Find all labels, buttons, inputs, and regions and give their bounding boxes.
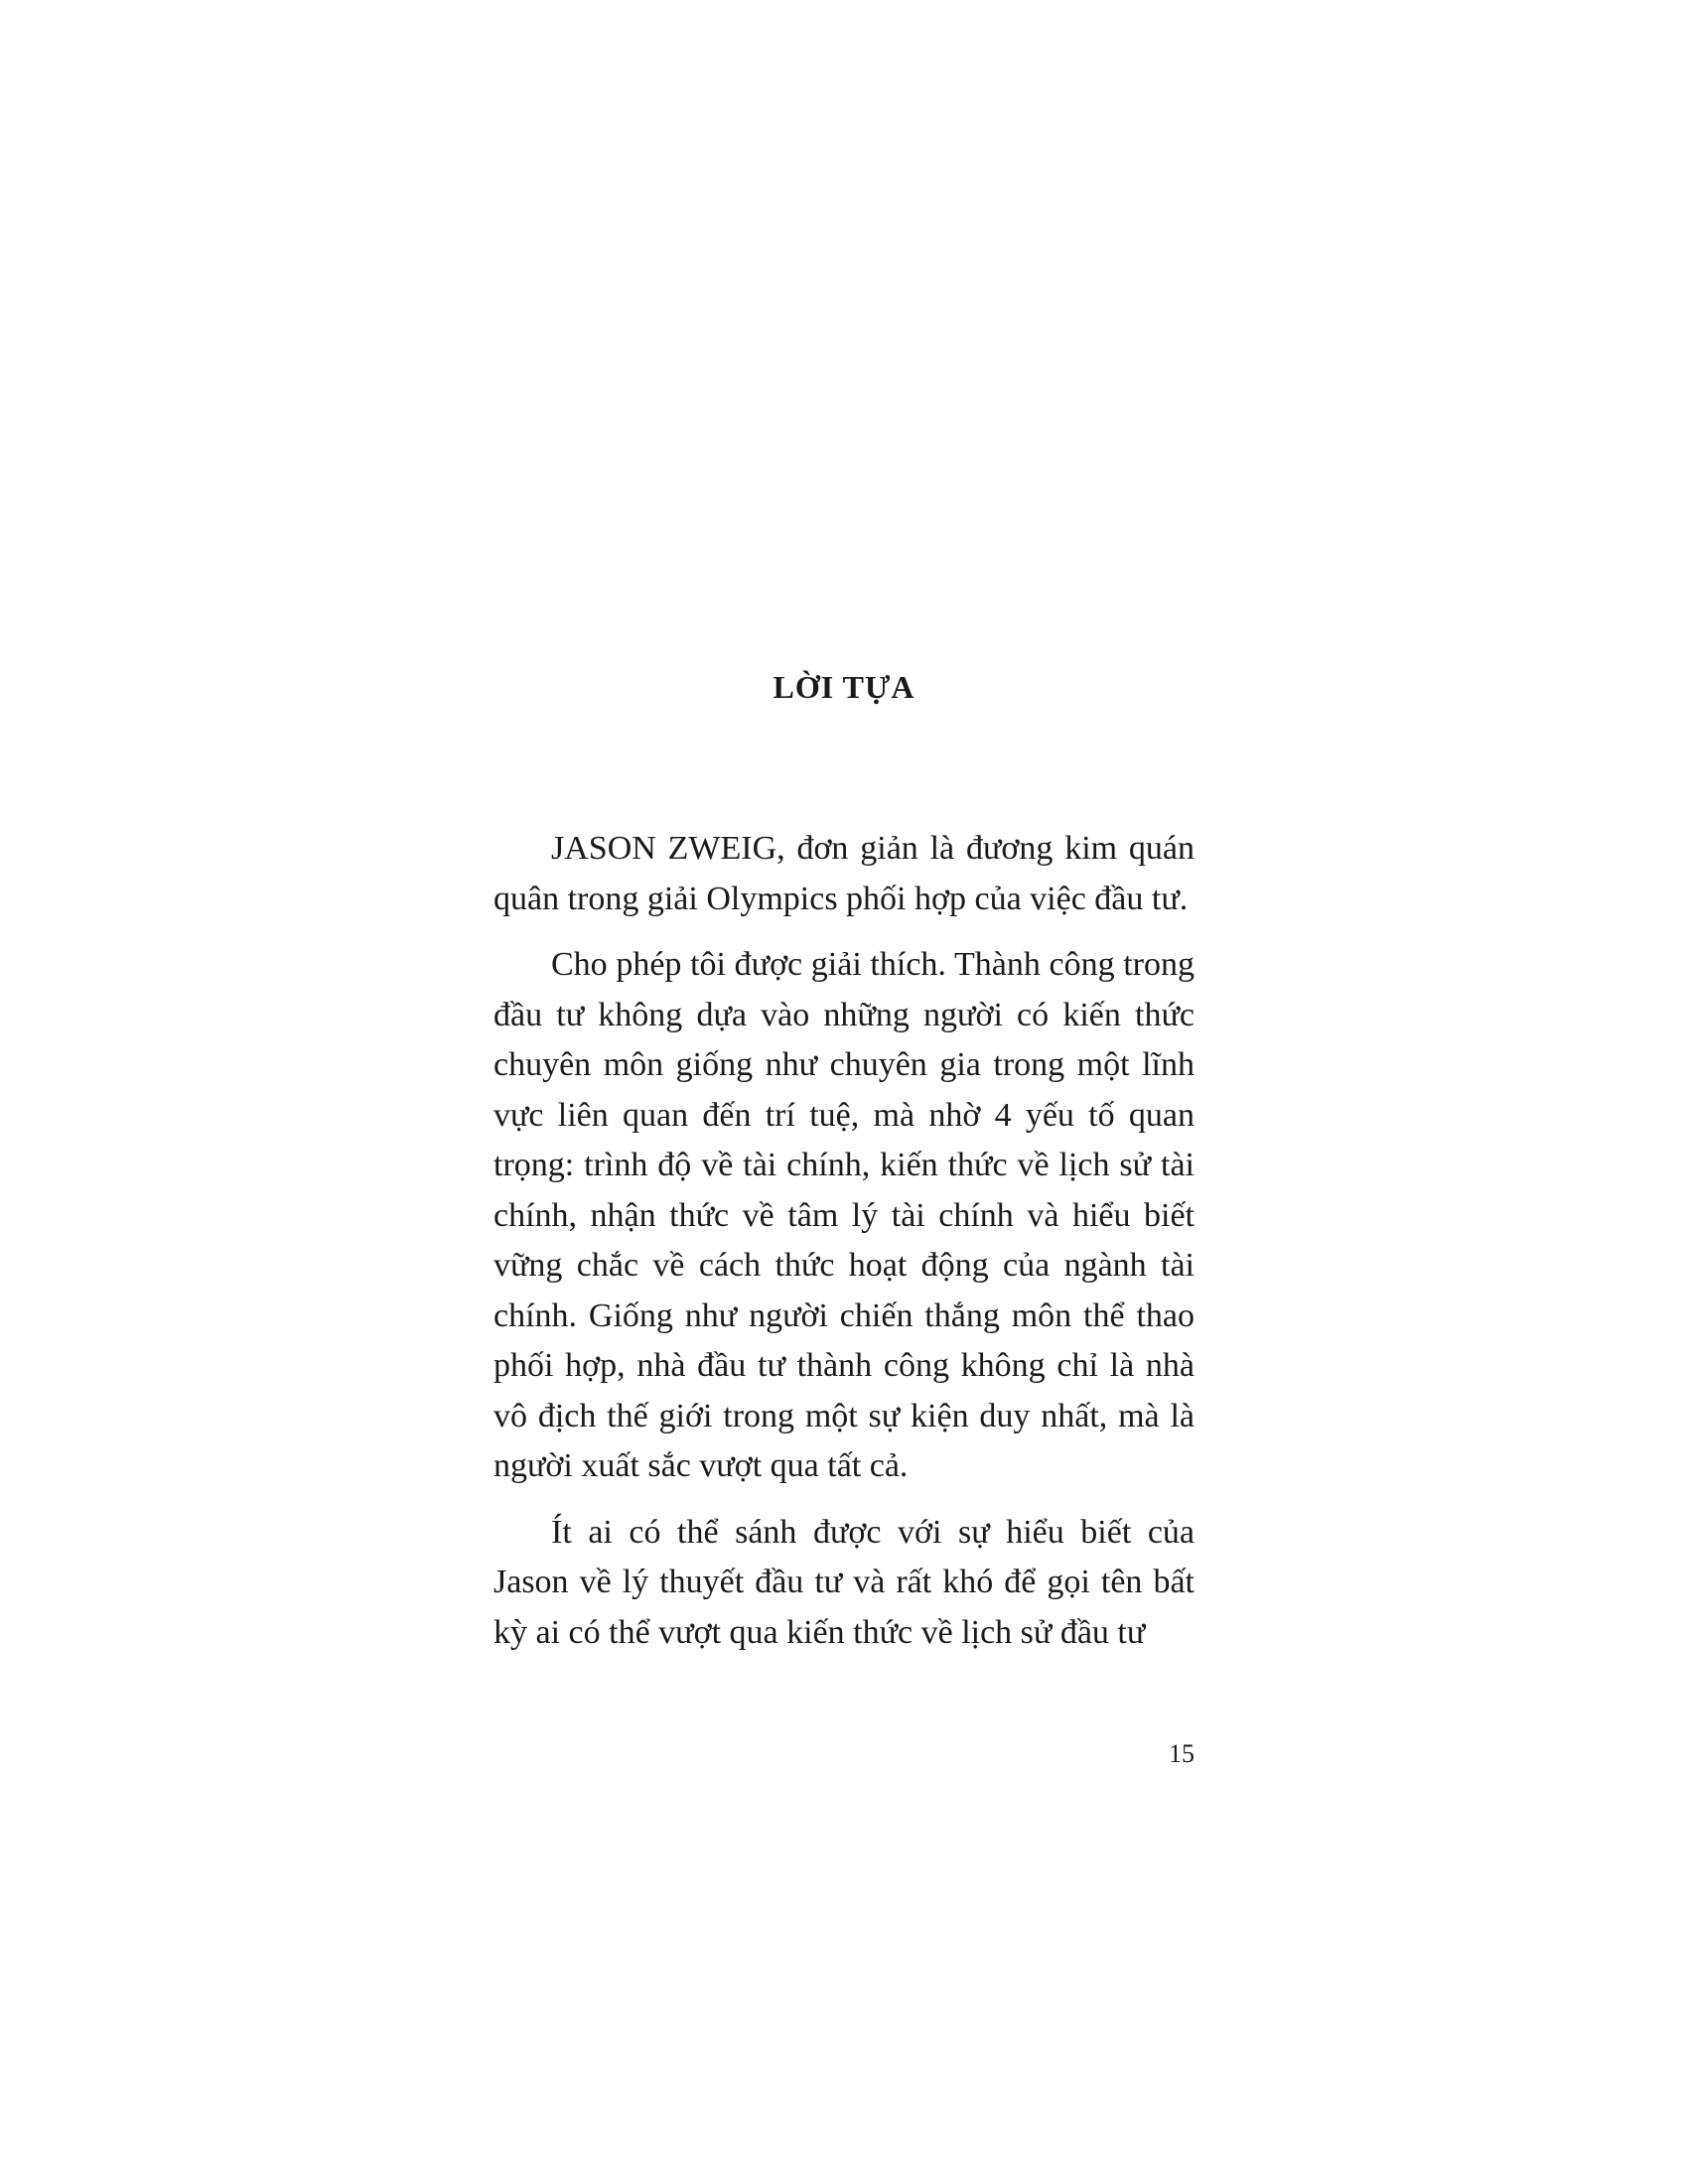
paragraph-2: Cho phép tôi được giải thích. Thành công trong đầu tư không dựa vào những người có kiến thức chuyên môn giống như chuyên gia trong một lĩnh vực liên quan đến trí tuệ, mà nhờ 4 yếu tố quan trọng: trình độ về tài chính, kiến thức về lịch sử tài chính, nhận thức về tâm lý tài chính và hiểu biết vững chắc về cách thức hoạt động của ngành tài chính. Giống như người chiến thắng môn thể thao phối hợp, nhà đầu tư thành công không chỉ là nhà vô địch thế giới trong một sự kiện duy nhất, mà là người xuất sắc vượt qua tất cả.: [493, 946, 1195, 1484]
paragraph-3: Ít ai có thể sánh được với sự hiểu biết của Jason về lý thuyết đầu tư và rất khó để gọi tên bất kỳ ai có thể vượt qua kiến thức về lịch sử đầu tư: [493, 1513, 1195, 1651]
page-number: 15: [1169, 1739, 1195, 1768]
chapter-title: LỜI TỰA: [773, 669, 915, 705]
body-text: [493, 824, 1195, 1674]
paragraph-1: JASON ZWEIG, đơn giản là đương kim quán quân trong giải Olympics phối hợp của việc đầu tư.: [493, 830, 1195, 917]
